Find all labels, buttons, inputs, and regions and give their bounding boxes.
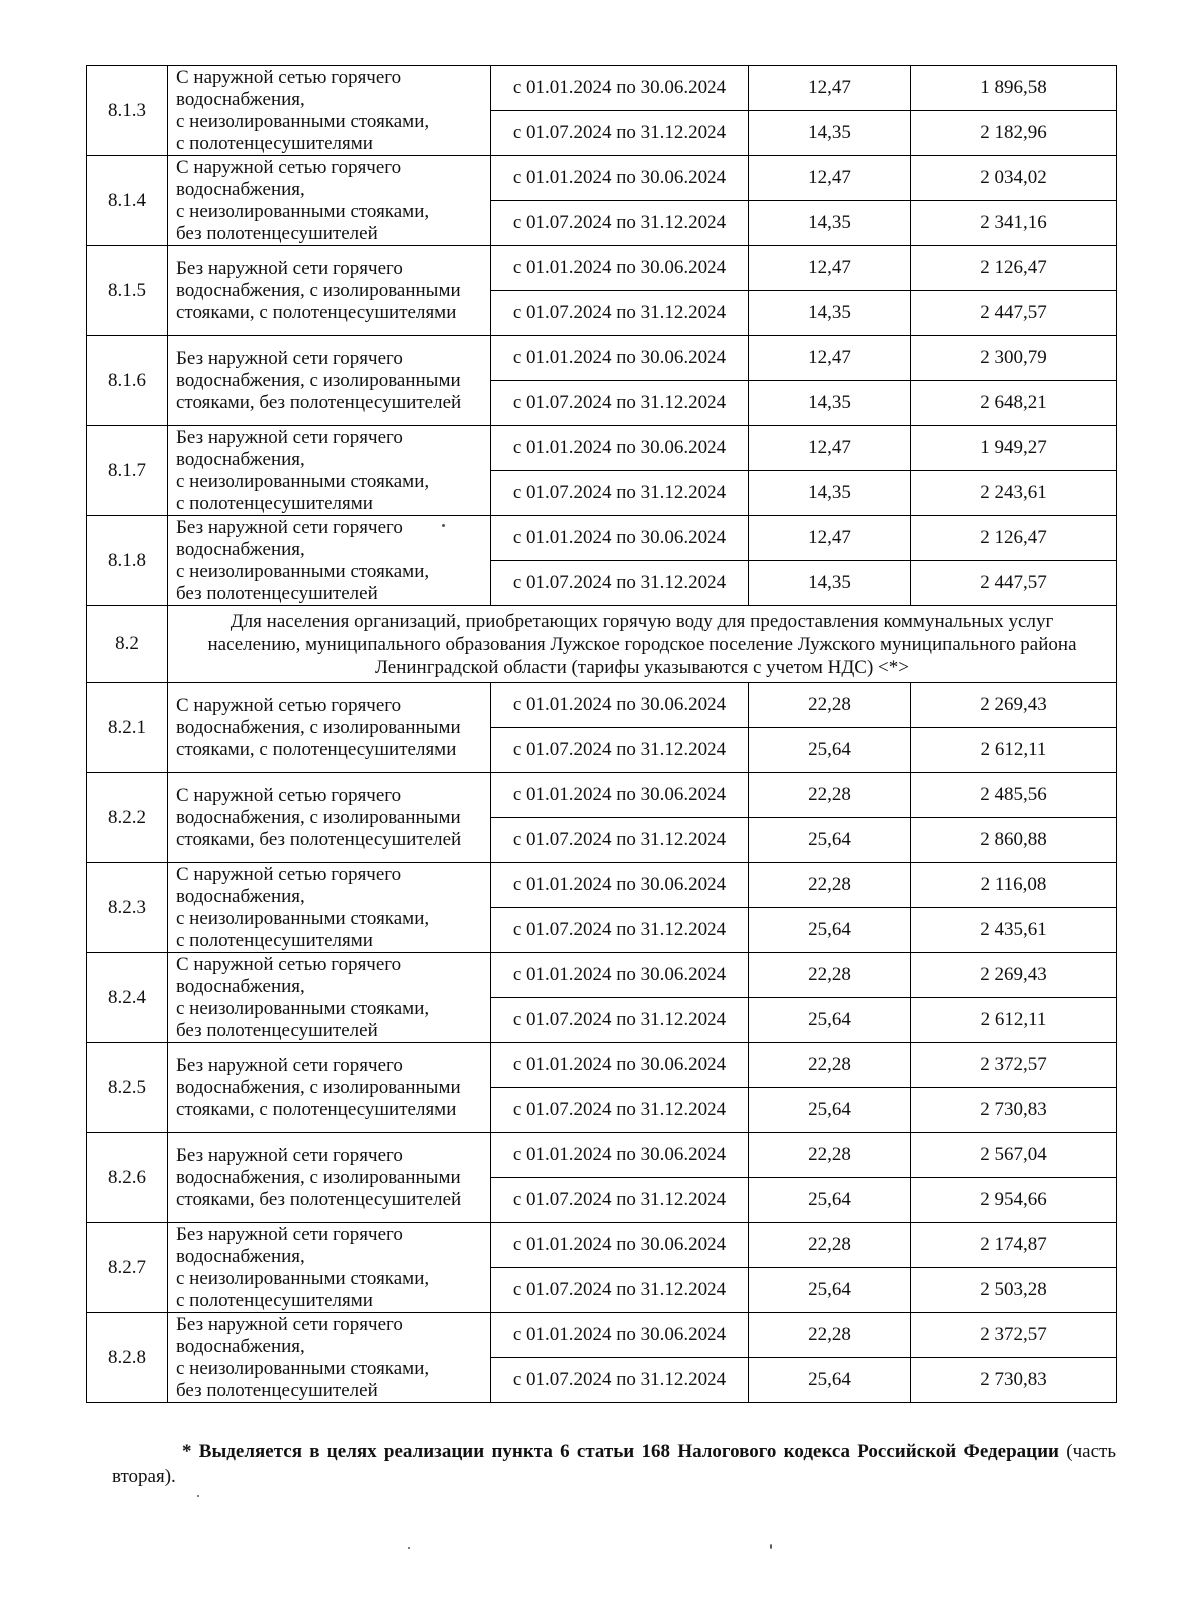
description-line: без полотенцесушителей xyxy=(176,582,378,604)
table-row xyxy=(87,336,1117,381)
description-line: Без наружной сети горячего xyxy=(176,1054,403,1076)
item-number: 8.1.5 xyxy=(87,246,168,336)
description-line: Без наружной сети горячего xyxy=(176,1144,403,1166)
component-2-value: 1 949,27 xyxy=(911,426,1117,471)
description-line: водоснабжения, xyxy=(176,885,305,907)
component-2-value: 2 730,83 xyxy=(911,1088,1117,1133)
period-cell: с 01.01.2024 по 30.06.2024 xyxy=(491,246,749,291)
item-description xyxy=(168,66,491,156)
component-1-value: 25,64 xyxy=(749,818,911,863)
component-2-value: 2 182,96 xyxy=(911,111,1117,156)
component-1-value: 22,28 xyxy=(749,683,911,728)
period-cell: с 01.07.2024 по 31.12.2024 xyxy=(491,1268,749,1313)
description-line: без полотенцесушителей xyxy=(176,1019,378,1041)
component-2-value: 2 503,28 xyxy=(911,1268,1117,1313)
description-line: без полотенцесушителей xyxy=(176,222,378,244)
description-line: С наружной сетью горячего xyxy=(176,66,402,88)
period-cell: с 01.07.2024 по 31.12.2024 xyxy=(491,471,749,516)
scan-speck xyxy=(442,524,445,527)
period-cell: с 01.01.2024 по 30.06.2024 xyxy=(491,683,749,728)
description-line: с неизолированными стояками, xyxy=(176,110,430,132)
period-cell: с 01.07.2024 по 31.12.2024 xyxy=(491,998,749,1043)
period-cell: с 01.07.2024 по 31.12.2024 xyxy=(491,1178,749,1223)
period-cell: с 01.07.2024 по 31.12.2024 xyxy=(491,291,749,336)
component-2-value: 2 269,43 xyxy=(911,953,1117,998)
description-line: водоснабжения, с изолированными xyxy=(176,1166,461,1188)
table-row xyxy=(87,246,1117,291)
component-1-value: 25,64 xyxy=(749,1358,911,1403)
item-description xyxy=(168,1313,491,1403)
period-cell: с 01.07.2024 по 31.12.2024 xyxy=(491,201,749,246)
component-2-value: 2 269,43 xyxy=(911,683,1117,728)
description-line: водоснабжения, xyxy=(176,538,305,560)
item-description xyxy=(168,336,491,426)
description-line: Без наружной сети горячего xyxy=(176,347,403,369)
item-description xyxy=(168,156,491,246)
component-1-value: 14,35 xyxy=(749,381,911,426)
component-2-value: 2 126,47 xyxy=(911,516,1117,561)
table-row xyxy=(87,66,1117,111)
period-cell: с 01.07.2024 по 31.12.2024 xyxy=(491,111,749,156)
item-description xyxy=(168,1043,491,1133)
component-1-value: 12,47 xyxy=(749,426,911,471)
component-1-value: 22,28 xyxy=(749,1313,911,1358)
period-cell: с 01.07.2024 по 31.12.2024 xyxy=(491,561,749,606)
component-1-value: 25,64 xyxy=(749,728,911,773)
item-number: 8.1.4 xyxy=(87,156,168,246)
section-title: Для населения организаций, приобретающих горячую воду для предоставления коммунальных услуг населению, муниципального образования Лужское городское поселение Лужского муниципального района Ленинградской области (тарифы указываются с учетом НДС) <*> xyxy=(168,606,1117,683)
component-2-value: 2 485,56 xyxy=(911,773,1117,818)
component-1-value: 12,47 xyxy=(749,156,911,201)
component-1-value: 25,64 xyxy=(749,1088,911,1133)
description-line: С наружной сетью горячего xyxy=(176,784,402,806)
description-line: с полотенцесушителями xyxy=(176,132,373,154)
component-1-value: 22,28 xyxy=(749,1133,911,1178)
item-number: 8.2.4 xyxy=(87,953,168,1043)
component-1-value: 25,64 xyxy=(749,1178,911,1223)
description-line: стояками, без полотенцесушителей xyxy=(176,828,462,850)
description-line: Без наружной сети горячего xyxy=(176,426,403,448)
description-line: Без наружной сети горячего xyxy=(176,516,403,538)
component-2-value: 2 612,11 xyxy=(911,998,1117,1043)
component-2-value: 2 612,11 xyxy=(911,728,1117,773)
period-cell: с 01.07.2024 по 31.12.2024 xyxy=(491,381,749,426)
component-2-value: 2 954,66 xyxy=(911,1178,1117,1223)
period-cell: с 01.01.2024 по 30.06.2024 xyxy=(491,1223,749,1268)
period-cell: с 01.01.2024 по 30.06.2024 xyxy=(491,1313,749,1358)
item-number: 8.1.8 xyxy=(87,516,168,606)
footnote-rest-text: (часть вторая). xyxy=(112,1441,1117,1487)
component-1-value: 12,47 xyxy=(749,246,911,291)
description-line: Без наружной сети горячего xyxy=(176,1313,403,1335)
table-row xyxy=(87,1133,1117,1178)
description-line: стояками, с полотенцесушителями xyxy=(176,301,457,323)
scan-speck xyxy=(197,1495,199,1497)
component-1-value: 25,64 xyxy=(749,998,911,1043)
item-description xyxy=(168,683,491,773)
component-2-value: 2 447,57 xyxy=(911,291,1117,336)
component-1-value: 22,28 xyxy=(749,953,911,998)
item-number: 8.2.2 xyxy=(87,773,168,863)
section-number: 8.2 xyxy=(87,606,168,683)
component-1-value: 12,47 xyxy=(749,516,911,561)
component-1-value: 22,28 xyxy=(749,1043,911,1088)
tariff-table-body xyxy=(87,66,1117,1403)
item-number: 8.2.1 xyxy=(87,683,168,773)
component-1-value: 14,35 xyxy=(749,471,911,516)
description-line: водоснабжения, xyxy=(176,88,305,110)
item-description xyxy=(168,1223,491,1313)
item-description xyxy=(168,426,491,516)
description-line: с неизолированными стояками, xyxy=(176,907,430,929)
description-line: С наружной сетью горячего xyxy=(176,156,402,178)
description-line: водоснабжения, xyxy=(176,178,305,200)
item-description xyxy=(168,516,491,606)
description-line: водоснабжения, с изолированными xyxy=(176,1076,461,1098)
period-cell: с 01.01.2024 по 30.06.2024 xyxy=(491,426,749,471)
description-line: Без наружной сети горячего xyxy=(176,1223,403,1245)
component-1-value: 25,64 xyxy=(749,908,911,953)
component-1-value: 14,35 xyxy=(749,111,911,156)
period-cell: с 01.01.2024 по 30.06.2024 xyxy=(491,773,749,818)
section-row xyxy=(87,606,1117,683)
tariff-table xyxy=(86,65,1117,1403)
component-2-value: 2 447,57 xyxy=(911,561,1117,606)
period-cell: с 01.01.2024 по 30.06.2024 xyxy=(491,953,749,998)
component-1-value: 14,35 xyxy=(749,561,911,606)
description-line: водоснабжения, с изолированными xyxy=(176,806,461,828)
component-1-value: 22,28 xyxy=(749,1223,911,1268)
item-number: 8.1.3 xyxy=(87,66,168,156)
item-number: 8.2.5 xyxy=(87,1043,168,1133)
period-cell: с 01.01.2024 по 30.06.2024 xyxy=(491,1133,749,1178)
scan-speck xyxy=(408,1547,410,1549)
period-cell: с 01.07.2024 по 31.12.2024 xyxy=(491,728,749,773)
item-description xyxy=(168,1133,491,1223)
component-2-value: 2 174,87 xyxy=(911,1223,1117,1268)
description-line: с неизолированными стояками, xyxy=(176,560,430,582)
description-line: с полотенцесушителями xyxy=(176,929,373,951)
description-line: с полотенцесушителями xyxy=(176,1289,373,1311)
description-line: водоснабжения, xyxy=(176,1245,305,1267)
description-line: с неизолированными стояками, xyxy=(176,1357,430,1379)
item-number: 8.2.7 xyxy=(87,1223,168,1313)
description-line: водоснабжения, с изолированными xyxy=(176,716,461,738)
table-row xyxy=(87,1223,1117,1268)
component-1-value: 22,28 xyxy=(749,773,911,818)
component-1-value: 12,47 xyxy=(749,66,911,111)
description-line: водоснабжения, xyxy=(176,975,305,997)
table-row xyxy=(87,1043,1117,1088)
component-2-value: 2 372,57 xyxy=(911,1313,1117,1358)
description-line: водоснабжения, xyxy=(176,1335,305,1357)
period-cell: с 01.01.2024 по 30.06.2024 xyxy=(491,863,749,908)
component-2-value: 2 648,21 xyxy=(911,381,1117,426)
description-line: стояками, с полотенцесушителями xyxy=(176,738,457,760)
component-2-value: 2 116,08 xyxy=(911,863,1117,908)
component-2-value: 2 567,04 xyxy=(911,1133,1117,1178)
component-2-value: 1 896,58 xyxy=(911,66,1117,111)
item-number: 8.2.6 xyxy=(87,1133,168,1223)
component-1-value: 14,35 xyxy=(749,201,911,246)
table-row xyxy=(87,863,1117,908)
description-line: Без наружной сети горячего xyxy=(176,257,403,279)
description-line: водоснабжения, с изолированными xyxy=(176,369,461,391)
period-cell: с 01.01.2024 по 30.06.2024 xyxy=(491,1043,749,1088)
item-description xyxy=(168,246,491,336)
description-line: С наружной сетью горячего xyxy=(176,694,402,716)
description-line: с неизолированными стояками, xyxy=(176,200,430,222)
description-line: без полотенцесушителей xyxy=(176,1379,378,1401)
description-line: водоснабжения, с изолированными xyxy=(176,279,461,301)
description-line: С наружной сетью горячего xyxy=(176,953,402,975)
component-1-value: 25,64 xyxy=(749,1268,911,1313)
period-cell: с 01.07.2024 по 31.12.2024 xyxy=(491,818,749,863)
description-line: С наружной сетью горячего xyxy=(176,863,402,885)
component-2-value: 2 300,79 xyxy=(911,336,1117,381)
component-2-value: 2 243,61 xyxy=(911,471,1117,516)
component-2-value: 2 435,61 xyxy=(911,908,1117,953)
component-1-value: 12,47 xyxy=(749,336,911,381)
period-cell: с 01.01.2024 по 30.06.2024 xyxy=(491,336,749,381)
description-line: с полотенцесушителями xyxy=(176,492,373,514)
item-number: 8.1.7 xyxy=(87,426,168,516)
item-number: 8.2.3 xyxy=(87,863,168,953)
component-2-value: 2 034,02 xyxy=(911,156,1117,201)
item-number: 8.2.8 xyxy=(87,1313,168,1403)
description-line: с неизолированными стояками, xyxy=(176,470,430,492)
table-row xyxy=(87,683,1117,728)
component-1-value: 14,35 xyxy=(749,291,911,336)
description-line: стояками, без полотенцесушителей xyxy=(176,391,462,413)
description-line: стояками, без полотенцесушителей xyxy=(176,1188,462,1210)
table-row xyxy=(87,953,1117,998)
description-line: с неизолированными стояками, xyxy=(176,1267,430,1289)
item-description xyxy=(168,773,491,863)
item-description xyxy=(168,863,491,953)
period-cell: с 01.07.2024 по 31.12.2024 xyxy=(491,1358,749,1403)
description-line: стояками, с полотенцесушителями xyxy=(176,1098,457,1120)
table-row xyxy=(87,156,1117,201)
component-2-value: 2 730,83 xyxy=(911,1358,1117,1403)
period-cell: с 01.07.2024 по 31.12.2024 xyxy=(491,908,749,953)
component-2-value: 2 341,16 xyxy=(911,201,1117,246)
item-number: 8.1.6 xyxy=(87,336,168,426)
component-2-value: 2 126,47 xyxy=(911,246,1117,291)
component-2-value: 2 860,88 xyxy=(911,818,1117,863)
component-1-value: 22,28 xyxy=(749,863,911,908)
period-cell: с 01.01.2024 по 30.06.2024 xyxy=(491,516,749,561)
footnote xyxy=(112,1439,1116,1489)
description-line: водоснабжения, xyxy=(176,448,305,470)
period-cell: с 01.01.2024 по 30.06.2024 xyxy=(491,156,749,201)
component-2-value: 2 372,57 xyxy=(911,1043,1117,1088)
table-row xyxy=(87,516,1117,561)
period-cell: с 01.07.2024 по 31.12.2024 xyxy=(491,1088,749,1133)
period-cell: с 01.01.2024 по 30.06.2024 xyxy=(491,66,749,111)
scan-speck xyxy=(770,1544,772,1549)
footnote-bold-text: * Выделяется в целях реализации пункта 6 статьи 168 Налогового кодекса Российской Федерации xyxy=(182,1441,1059,1462)
table-row xyxy=(87,426,1117,471)
description-line: с неизолированными стояками, xyxy=(176,997,430,1019)
table-row xyxy=(87,773,1117,818)
item-description xyxy=(168,953,491,1043)
table-row xyxy=(87,1313,1117,1358)
